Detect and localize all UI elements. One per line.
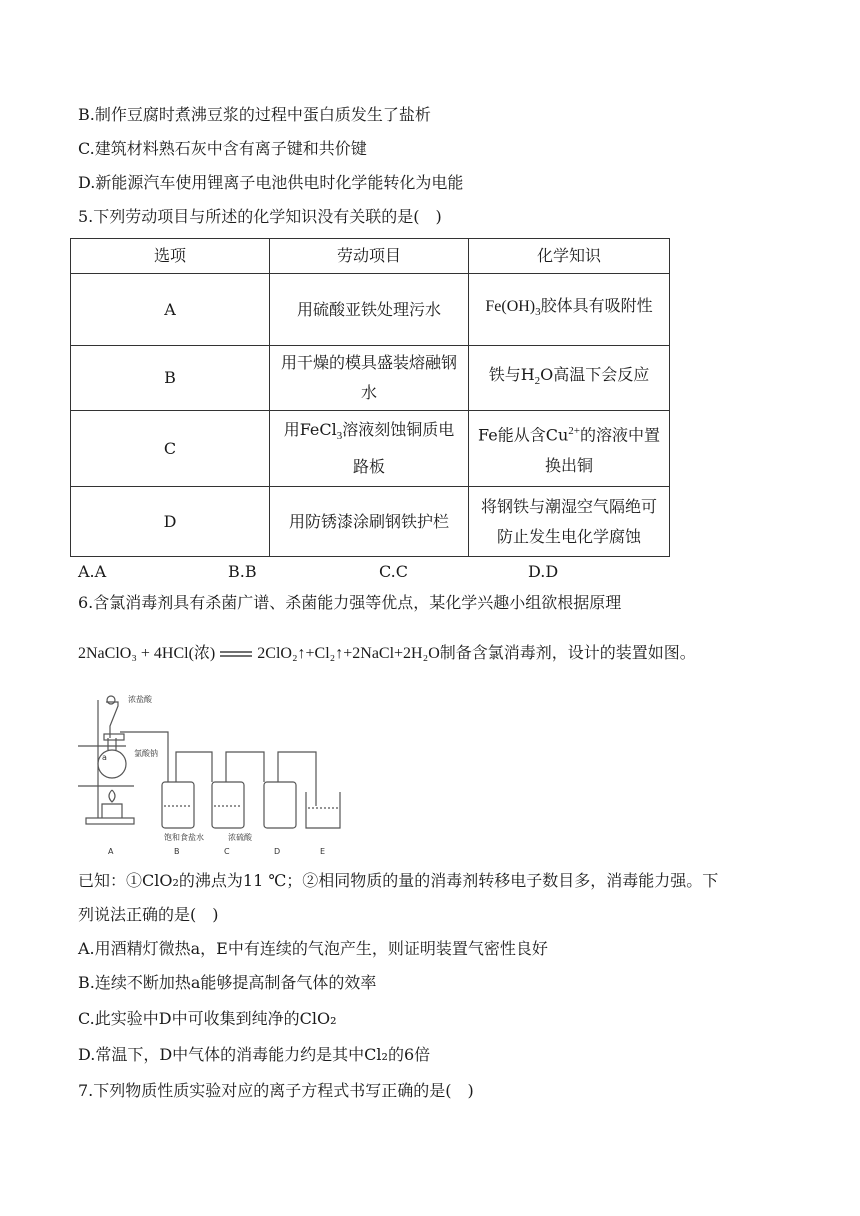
table-cell <box>270 411 469 487</box>
q4-option-d: D.新能源汽车使用锂离子电池供电时化学能转化为电能 <box>78 173 464 192</box>
equals-sign <box>219 643 253 665</box>
q6-known-1: 已知：①ClO₂的沸点为11 ℃；②相同物质的量的消毒剂转移电子数目多，消毒能力强。下 <box>78 871 719 890</box>
project-text: 溶液刻蚀铜质电路板 <box>342 420 455 476</box>
table-row <box>71 274 670 346</box>
q6-equation-line <box>78 642 696 665</box>
tube-d-e <box>278 752 316 806</box>
q5-option: B.B <box>228 562 257 581</box>
apparatus-figure <box>76 690 356 862</box>
q7-stem: 7.下列物质性质实验对应的离子方程式书写正确的是( ) <box>78 1081 474 1100</box>
tube-c-d <box>226 752 264 782</box>
knowledge-text: 铁与H <box>488 364 535 384</box>
tube-b-c <box>176 752 212 782</box>
q5-table <box>70 238 670 557</box>
q5-option: C.C <box>379 562 408 581</box>
knowledge-text: 的溶液中置换出铜 <box>544 425 660 475</box>
label-sat-nacl: 饱和食盐水 <box>164 833 204 842</box>
knowledge-text: Fe能从含Cu <box>478 425 569 445</box>
q6-option-a: A.用酒精灯微热a，E中有连续的气泡产生，则证明装置气密性良好 <box>78 939 548 958</box>
q6-option-d: D.常温下，D中气体的消毒能力约是其中Cl₂的6倍 <box>78 1045 431 1064</box>
equation-rhs: 2ClO₂↑+Cl₂↑+2NaCl+2H₂O <box>257 645 440 662</box>
stand-base <box>86 818 134 824</box>
table-cell <box>469 411 670 487</box>
table-cell <box>469 346 670 411</box>
chem-subscript: 3 <box>535 306 541 319</box>
label-letter-a: A <box>108 847 114 856</box>
knowledge-text: O高温下会反应 <box>540 364 650 384</box>
q6-option-c: C.此实验中D中可收集到纯净的ClO₂ <box>78 1009 337 1028</box>
q6-known-2: 列说法正确的是( ) <box>78 905 219 924</box>
project-text: 用FeCl <box>283 420 337 440</box>
table-header-row <box>71 239 670 274</box>
table-cell: A <box>71 274 270 346</box>
table-cell: C <box>71 411 270 487</box>
equation-lhs: 2NaClO₃ + 4HCl(浓) <box>78 645 216 662</box>
bottle-d <box>264 782 296 828</box>
table-header: 选项 <box>71 239 270 274</box>
label-letter-b: B <box>174 847 180 856</box>
q5-option: A.A <box>78 562 107 581</box>
funnel-stopper <box>107 696 115 704</box>
table-cell <box>469 274 670 346</box>
label-conc-hcl: 浓盐酸 <box>128 695 152 704</box>
bottle-c <box>212 782 244 828</box>
double-line-equals-icon <box>219 650 253 658</box>
table-cell: 用硫酸亚铁处理污水 <box>270 274 469 346</box>
table-cell: 将钢铁与潮湿空气隔绝可防止发生电化学腐蚀 <box>469 487 670 557</box>
q4-option-b: B.制作豆腐时煮沸豆浆的过程中蛋白质发生了盐析 <box>78 105 431 124</box>
table-cell: 用干燥的模具盛装熔融钢水 <box>270 346 469 411</box>
q5-option: D.D <box>528 562 559 581</box>
alcohol-lamp <box>102 804 122 818</box>
flame-icon <box>109 790 115 802</box>
table-row <box>71 487 670 557</box>
label-conc-h2so4: 浓硫酸 <box>228 833 252 842</box>
chem-text: Fe(OH) <box>485 298 536 316</box>
chem-subscript: 2 <box>534 375 541 388</box>
label-naclo3: 氯酸钠 <box>134 749 158 758</box>
table-cell: D <box>71 487 270 557</box>
equation-tail: 制备含氯消毒剂，设计的装置如图。 <box>439 643 696 662</box>
q6-stem: 6.含氯消毒剂具有杀菌广谱、杀菌能力强等优点，某化学兴趣小组欲根据原理 <box>78 593 622 612</box>
chem-subscript: 3 <box>336 430 343 443</box>
table-cell: B <box>71 346 270 411</box>
label-letter-e: E <box>320 847 326 856</box>
flask-stopper <box>104 734 124 740</box>
q5-options <box>78 562 678 584</box>
table-row <box>71 411 670 487</box>
knowledge-text: 胶体具有吸附性 <box>540 296 653 316</box>
beaker-e <box>306 792 340 828</box>
label-letter-c: C <box>224 847 230 856</box>
table-header: 劳动项目 <box>270 239 469 274</box>
q5-stem: 5.下列劳动项目与所述的化学知识没有关联的是( ) <box>78 207 442 226</box>
dropping-funnel <box>106 702 118 738</box>
label-letter-d: D <box>274 847 281 856</box>
q6-option-b: B.连续不断加热a能够提高制备气体的效率 <box>78 973 377 992</box>
label-a: a <box>102 753 107 762</box>
chem-superscript: 2+ <box>568 425 580 438</box>
table-header: 化学知识 <box>469 239 670 274</box>
bottle-b <box>162 782 194 828</box>
table-cell: 用防锈漆涂刷钢铁护栏 <box>270 487 469 557</box>
table-row <box>71 346 670 411</box>
q4-option-c: C.建筑材料熟石灰中含有离子键和共价键 <box>78 139 367 158</box>
